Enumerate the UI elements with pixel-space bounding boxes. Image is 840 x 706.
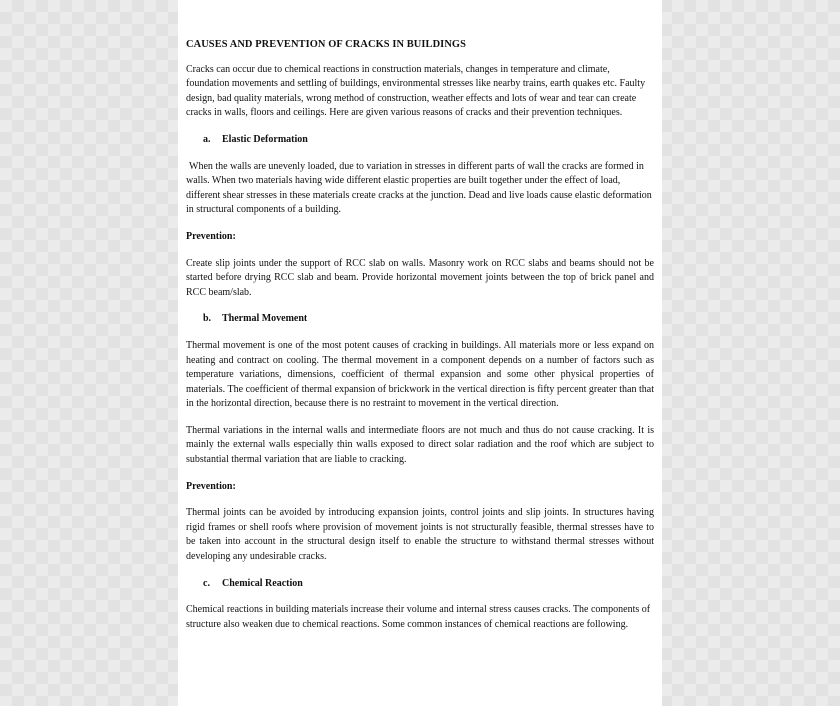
section-heading-elastic-deformation: [186, 133, 654, 148]
document-content: [186, 38, 654, 644]
section-paragraph: Thermal variations in the internal walls and intermediate floors are not much and thus do not cause cracking. It is mainly the external walls especially thin walls exposed to direct solar radiation and the roof which are subject to substantial thermal variation that are liable to cracking.: [186, 424, 654, 466]
section-heading-text: Thermal Movement: [222, 313, 308, 325]
section-heading-text: Chemical Reaction: [222, 577, 303, 589]
prevention-label: Prevention:: [186, 230, 236, 242]
section-marker: c.: [203, 577, 210, 589]
section-heading-thermal-movement: [186, 312, 654, 327]
section-paragraph: When the walls are unevenly loaded, due to variation in stresses in different parts of wall the cracks are formed in walls. When two materials having wide different elastic properties are built together under the effect of load, different shear stresses in these materials create cracks at the junction. Dead and live loads cause elastic deformation in structural components of a building.: [186, 160, 652, 216]
document-page: [178, 0, 662, 706]
section-marker: b.: [203, 313, 212, 325]
prevention-label: Prevention:: [186, 480, 236, 492]
intro-paragraph: Cracks can occur due to chemical reactions in construction materials, changes in temperature and climate, foundation movements and settling of buildings, environmental stresses like nearby trains, earth quakes etc. Faulty design, bad quality materials, wrong method of construction, weather effects and lots of wear and tear can create cracks in walls, floors and ceilings. Here are given various reasons of cracks and their prevention techniques.: [186, 63, 646, 119]
section-heading-text: Elastic Deformation: [222, 133, 308, 145]
prevention-paragraph: Create slip joints under the support of RCC slab on walls. Masonry work on RCC slabs and beams should not be started before drying RCC slab and beam. Provide horizontal movement joints between the top of brick panel and RCC beam/slab.: [186, 257, 654, 298]
section-paragraph: Thermal movement is one of the most potent causes of cracking in buildings. All materials more or less expand on heating and contract on cooling. The thermal movement in a component depends on a number of factors such as temperature variations, dimensions, coefficient of thermal expansion and some other physical properties of materials. The coefficient of thermal expansion of brickwork in the vertical direction is fifty percent greater than that in the horizontal direction, because there is no restraint to movement in the vertical direction.: [186, 339, 654, 410]
section-marker: a.: [203, 133, 211, 145]
document-title: CAUSES AND PREVENTION OF CRACKS IN BUILDINGS: [186, 39, 466, 50]
prevention-paragraph: Thermal joints can be avoided by introducing expansion joints, control joints and slip joints. In structures having rigid frames or shell roofs where provision of movement joints is not structurally feasible, thermal stresses have to be taken into account in the structural design itself to enable the structure to withstand thermal stresses without developing any undesirable cracks.: [186, 507, 654, 563]
section-heading-chemical-reaction: [186, 577, 654, 592]
section-paragraph: Chemical reactions in building materials increase their volume and internal stress causes cracks. The components of structure also weaken due to chemical reactions. Some common instances of chemical reactions are following.: [186, 604, 651, 630]
